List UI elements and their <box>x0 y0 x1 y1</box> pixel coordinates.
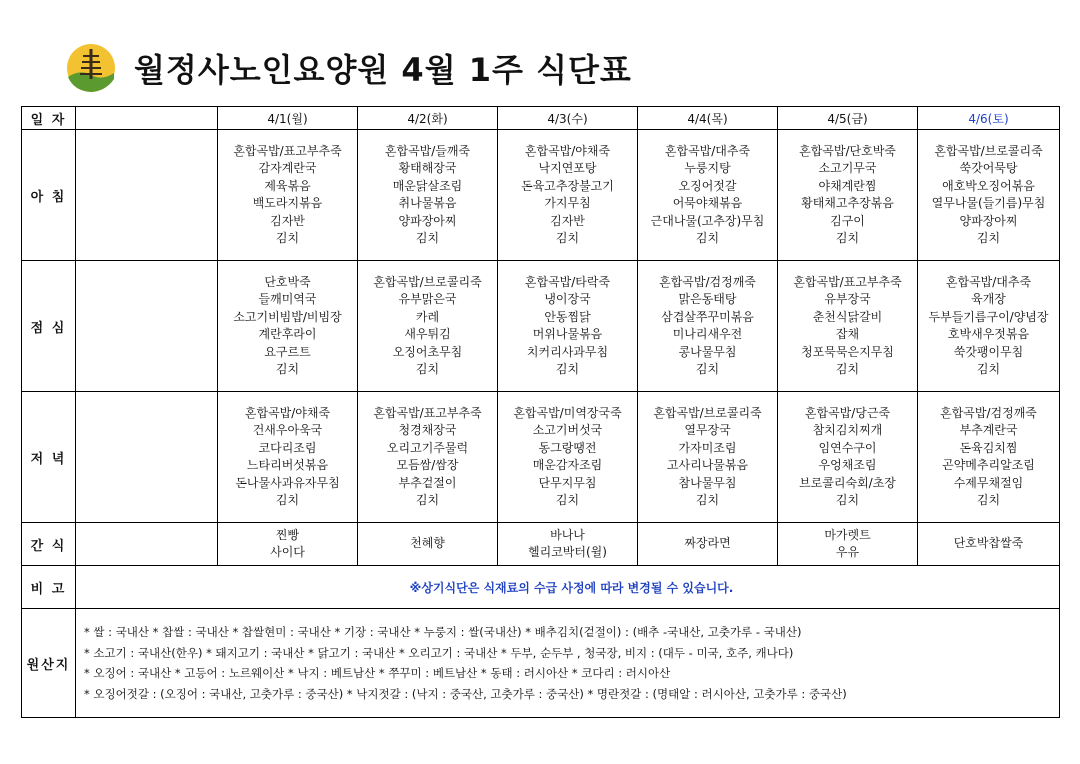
menu-item: 돈나물사과유자무침 <box>235 475 340 490</box>
menu-item: 단호박죽 <box>264 274 311 289</box>
menu-item: 청경채장국 <box>398 423 457 437</box>
origin-line: * 오징어 : 국내산 * 고등어 : 노르웨이산 * 낙지 : 베트남산 * 쭈꾸미 : 베트남산 * 동태 : 러시아산 * 코다리 : 러시아산 <box>84 666 671 680</box>
menu-item: 소고기비빔밥/비빔장 <box>233 309 342 324</box>
menu-item: 혼합곡밥/당근죽 <box>804 405 891 420</box>
menu-item: 혼합곡밥/대추죽 <box>945 274 1032 289</box>
menu-item: 모듬쌈/쌈장 <box>396 458 459 472</box>
menu-item: 황태해장국 <box>398 161 457 175</box>
snack-cell <box>498 523 638 566</box>
menu-item: 오징어초무침 <box>392 344 463 359</box>
note-label: 비 고 <box>22 566 76 609</box>
menu-item: 단호박찹쌀죽 <box>953 536 1024 551</box>
menu-item: 혼합곡밥/표고부추죽 <box>233 143 342 158</box>
menu-item: 혼합곡밥/타락죽 <box>524 274 611 289</box>
lunch-cell <box>638 261 778 392</box>
menu-item-list <box>218 143 357 248</box>
menu-item-list <box>638 535 777 553</box>
menu-item: 혼합곡밥/들깨죽 <box>384 143 471 158</box>
menu-item: 근대나물(고추장)무침 <box>650 213 765 228</box>
menu-item: 동그랑땡전 <box>538 440 597 455</box>
menu-item: 유부맑은국 <box>398 292 457 306</box>
date-header-row <box>22 107 1060 130</box>
menu-item: 김치 <box>275 231 300 245</box>
menu-item: 김치 <box>835 493 860 507</box>
menu-item: 김치 <box>695 231 720 245</box>
menu-item-list <box>498 274 637 379</box>
breakfast-cell <box>778 130 918 261</box>
menu-item: 냉이장국 <box>544 292 591 306</box>
snack-row <box>22 523 1060 566</box>
blank-cell <box>76 130 218 261</box>
date-row-label: 일 자 <box>22 107 76 130</box>
menu-item-list <box>918 405 1059 510</box>
menu-item: 혼합곡밥/브로콜리죽 <box>653 405 762 420</box>
menu-item: 김치 <box>695 493 720 507</box>
menu-item-list <box>498 527 637 562</box>
menu-item: 혼합곡밥/야채죽 <box>524 143 611 158</box>
menu-item: 느타리버섯볶음 <box>246 458 329 472</box>
blank-cell <box>76 107 218 130</box>
menu-item: 코다리조림 <box>258 440 317 455</box>
date-cell-fri: 4/5(금) <box>778 107 918 130</box>
menu-item-list <box>918 143 1059 248</box>
menu-item: 가지무침 <box>544 196 591 210</box>
menu-item: 계란후라이 <box>258 327 317 341</box>
menu-item: 쑥갓팽이무침 <box>953 344 1024 359</box>
menu-item: 소고기무국 <box>818 161 877 175</box>
menu-item: 김치 <box>976 493 1001 507</box>
blank-cell <box>76 392 218 523</box>
menu-item: 참나물무침 <box>678 475 737 490</box>
menu-item: 혼합곡밥/야채죽 <box>244 405 331 420</box>
menu-item: 카레 <box>415 309 440 324</box>
menu-item: 매운닭살조림 <box>392 178 463 193</box>
menu-item: 미나리새우전 <box>672 327 743 341</box>
menu-item-list <box>498 143 637 248</box>
breakfast-cell <box>638 130 778 261</box>
menu-item: 잡채 <box>835 327 860 341</box>
menu-item: 오징어젓갈 <box>678 178 737 193</box>
menu-item: 김치 <box>275 493 300 507</box>
lunch-label: 점 심 <box>22 261 76 392</box>
dinner-cell <box>498 392 638 523</box>
date-cell-wed: 4/3(수) <box>498 107 638 130</box>
origin-line: * 오징어젓갈 : (오징어 : 국내산, 고춧가루 : 중국산) * 낙지젓갈 : (낙지 : 중국산, 고춧가루 : 중국산) * 명란젓갈 : (명태알 : 러시아산, 고춧가루 : 중국산) <box>84 686 847 701</box>
menu-item: 유부장국 <box>824 292 871 306</box>
breakfast-cell <box>218 130 358 261</box>
menu-item-list <box>218 405 357 510</box>
menu-item-list <box>778 274 917 379</box>
menu-item: 두부들기름구이/양념장 <box>928 309 1049 324</box>
menu-item: 소고기버섯국 <box>532 423 603 437</box>
menu-item: 야채계란찜 <box>818 178 877 193</box>
menu-item: 김자반 <box>270 213 305 228</box>
menu-item-list <box>358 405 497 510</box>
date-cell-sat: 4/6(토) <box>918 107 1060 130</box>
date-cell-mon: 4/1(월) <box>218 107 358 130</box>
menu-item: 곤약메추리알조림 <box>942 458 1035 472</box>
menu-item-list <box>778 143 917 248</box>
menu-item: 우엉채조림 <box>818 458 877 472</box>
menu-item: 마가렛트 <box>824 527 871 542</box>
menu-item: 단무지무침 <box>538 475 597 490</box>
dinner-cell <box>358 392 498 523</box>
lunch-cell <box>358 261 498 392</box>
menu-item: 김치 <box>835 362 860 376</box>
menu-item: 김치 <box>695 362 720 376</box>
menu-item: 안동찜닭 <box>544 309 591 324</box>
menu-item: 김구이 <box>830 213 865 228</box>
origin-line: * 소고기 : 국내산(한우) * 돼지고기 : 국내산 * 닭고기 : 국내산 * 오리고기 : 국내산 * 두부, 순두부 , 청국장, 비지 : (대두 - 미국, 호주, 캐나다) <box>84 645 794 660</box>
menu-item: 부추계란국 <box>959 423 1018 437</box>
menu-item: 돈육김치찜 <box>959 440 1018 455</box>
pagoda-logo-icon <box>66 43 116 93</box>
breakfast-label: 아 침 <box>22 130 76 261</box>
menu-item: 혼합곡밥/검정깨죽 <box>940 405 1037 420</box>
menu-item: 혼합곡밥/브로콜리죽 <box>373 274 482 289</box>
menu-item: 사이다 <box>270 545 305 559</box>
snack-cell <box>358 523 498 566</box>
menu-item: 새우튀김 <box>404 327 451 341</box>
note-text: ※상기식단은 식재료의 수급 사정에 따라 변경될 수 있습니다. <box>76 566 1060 609</box>
menu-item: 수제무채절임 <box>953 475 1024 490</box>
menu-item: 김치 <box>835 231 860 245</box>
title-area <box>66 38 632 98</box>
menu-item: 김치 <box>976 231 1001 245</box>
menu-item-list <box>638 405 777 510</box>
snack-cell <box>218 523 358 566</box>
menu-item: 취나물볶음 <box>398 196 457 210</box>
dinner-label: 저 녁 <box>22 392 76 523</box>
page-title: 월정사노인요양원 4월 1주 식단표 <box>134 51 632 89</box>
menu-item: 감자계란국 <box>258 161 317 175</box>
menu-item-list <box>638 143 777 248</box>
menu-item-list <box>218 527 357 562</box>
menu-item-list <box>778 527 917 562</box>
menu-item: 삼겹살쭈꾸미볶음 <box>661 309 754 324</box>
menu-item: 제육볶음 <box>264 178 311 193</box>
menu-item-list <box>358 535 497 553</box>
menu-item: 백도라지볶음 <box>252 196 323 210</box>
menu-item: 김자반 <box>550 213 585 228</box>
menu-item: 애호박오징어볶음 <box>942 178 1035 193</box>
menu-item-list <box>498 405 637 510</box>
menu-item: 혼합곡밥/표고부추죽 <box>793 274 902 289</box>
dinner-cell <box>218 392 358 523</box>
menu-item: 호박새우젓볶음 <box>947 327 1030 341</box>
note-row <box>22 566 1060 609</box>
menu-item: 매운감자조림 <box>532 458 603 472</box>
menu-item: 짜장라면 <box>684 536 731 551</box>
menu-item: 혼합곡밥/단호박죽 <box>799 143 896 158</box>
lunch-cell <box>218 261 358 392</box>
menu-item: 쑥갓어묵탕 <box>959 161 1018 175</box>
menu-item: 황태채고추장볶음 <box>801 196 894 210</box>
menu-item: 부추겉절이 <box>398 475 457 490</box>
blank-cell <box>76 261 218 392</box>
menu-item: 찐빵 <box>275 527 300 542</box>
menu-item: 혼합곡밥/대추죽 <box>664 143 751 158</box>
menu-item: 고사리나물볶음 <box>666 458 749 472</box>
origin-row <box>22 609 1060 718</box>
dinner-cell <box>638 392 778 523</box>
breakfast-cell <box>918 130 1060 261</box>
menu-item: 김치 <box>976 362 1001 376</box>
menu-item: 양파장아찌 <box>398 213 457 228</box>
dinner-cell <box>778 392 918 523</box>
menu-item: 혼합곡밥/브로콜리죽 <box>934 143 1043 158</box>
menu-item-list <box>358 143 497 248</box>
menu-item: 머위나물볶음 <box>532 327 603 341</box>
menu-item: 참치김치찌개 <box>812 423 883 437</box>
menu-item: 맑은동태탕 <box>678 292 737 306</box>
menu-item: 춘천식닭갈비 <box>812 309 883 324</box>
menu-item: 브로콜리숙회/초장 <box>799 475 896 490</box>
date-cell-tue: 4/2(화) <box>358 107 498 130</box>
menu-item-list <box>918 274 1059 379</box>
menu-item-list <box>918 535 1059 553</box>
menu-item: 건새우아욱국 <box>252 423 323 437</box>
menu-item: 천혜향 <box>410 536 445 551</box>
menu-item-list <box>218 274 357 379</box>
menu-item: 요구르트 <box>264 344 311 359</box>
date-cell-thu: 4/4(목) <box>638 107 778 130</box>
menu-item-list <box>358 274 497 379</box>
lunch-cell <box>918 261 1060 392</box>
meal-plan-table <box>21 106 1060 718</box>
menu-item: 양파장아찌 <box>959 213 1018 228</box>
dinner-row <box>22 392 1060 523</box>
origin-info <box>76 609 1060 718</box>
menu-item: 김치 <box>415 362 440 376</box>
menu-item: 김치 <box>555 231 580 245</box>
menu-item: 들깨미역국 <box>258 292 317 306</box>
menu-item-list <box>778 405 917 510</box>
snack-label: 간 식 <box>22 523 76 566</box>
menu-item: 콩나물무침 <box>678 344 737 359</box>
lunch-cell <box>498 261 638 392</box>
snack-cell <box>918 523 1060 566</box>
breakfast-cell <box>358 130 498 261</box>
menu-item: 열무장국 <box>684 423 731 437</box>
lunch-row <box>22 261 1060 392</box>
menu-item: 김치 <box>415 493 440 507</box>
snack-cell <box>638 523 778 566</box>
menu-item: 어묵야채볶음 <box>672 196 743 210</box>
menu-item: 김치 <box>275 362 300 376</box>
lunch-cell <box>778 261 918 392</box>
menu-item: 김치 <box>415 231 440 245</box>
breakfast-row <box>22 130 1060 261</box>
menu-item: 치커리사과무침 <box>526 344 609 359</box>
menu-item: 육개장 <box>971 292 1006 306</box>
menu-item: 돈육고추장불고기 <box>521 178 614 193</box>
menu-item: 김치 <box>555 493 580 507</box>
menu-item: 바나나 <box>550 527 585 542</box>
menu-item: 김치 <box>555 362 580 376</box>
menu-item: 가자미조림 <box>678 440 737 455</box>
menu-item: 혼합곡밥/검정깨죽 <box>659 274 756 289</box>
origin-label: 원산지 <box>22 609 76 718</box>
menu-item: 우유 <box>835 545 860 559</box>
menu-item: 임연수구이 <box>818 440 877 455</box>
blank-cell <box>76 523 218 566</box>
menu-item: 헬리코박터(윌) <box>528 545 607 559</box>
menu-item: 청포묵묵은지무침 <box>801 344 894 359</box>
menu-item: 낙지연포탕 <box>538 161 597 175</box>
snack-cell <box>778 523 918 566</box>
menu-item: 누룽지탕 <box>684 161 731 175</box>
menu-item: 오리고기주물럭 <box>386 440 469 455</box>
dinner-cell <box>918 392 1060 523</box>
breakfast-cell <box>498 130 638 261</box>
menu-item-list <box>638 274 777 379</box>
menu-item: 열무나물(들기름)무침 <box>931 196 1046 210</box>
origin-line: * 쌀 : 국내산 * 찹쌀 : 국내산 * 찹쌀현미 : 국내산 * 기장 : 국내산 * 누룽지 : 쌀(국내산) * 배추김치(겉절이) : (배추 -국내산, 고춧가루 - 국내산) <box>84 625 802 639</box>
menu-item: 혼합곡밥/미역장국죽 <box>513 405 622 420</box>
menu-item: 혼합곡밥/표고부추죽 <box>373 405 482 420</box>
